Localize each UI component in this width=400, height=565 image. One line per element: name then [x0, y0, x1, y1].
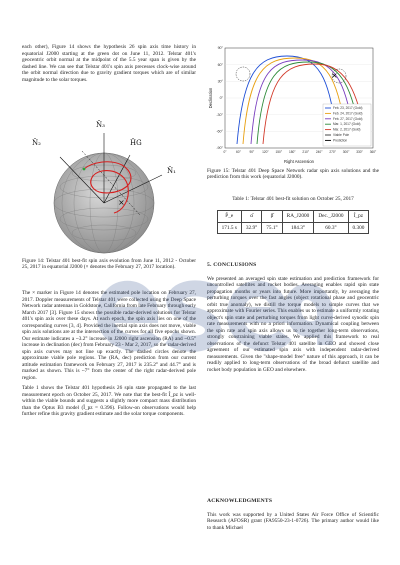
y-tick-label: 60° [217, 62, 223, 67]
table-cell: 75.1° [262, 222, 282, 234]
intro-paragraph: each other), Figure 14 shows the hypothesis 26 spin axis time history in equatorial J2000 starting at the green dot on June 11, 2012. Telstar 401's geocentric orbit normal at the midpoint of the 5.5 year span is given by the dashed line. We can see that Telstar 401's spin axis precesses clock-wise around the orbit normal direction due to gravity gradient torques which are of similar magnitude to the solar torques. [22, 44, 196, 83]
legend-entry: Viable Pole [333, 133, 350, 137]
x-tick-label: 120° [262, 150, 269, 154]
label-n3: N̂₃ [96, 121, 105, 129]
x-tick-label: 360° [369, 150, 377, 154]
figure-14-caption: Figure 14: Telstar 401 best-fit spin axis evolution from June 11, 2012 - October 25, 2017 in equatorial J2000 (× denotes the February 27, 2017 location). [22, 258, 196, 271]
conclusions-section [207, 262, 379, 377]
figure-14-caption-block [22, 258, 196, 271]
table-1-caption: Table 1: Telstar 401 best-fit solution on October 25, 2017 [232, 196, 354, 202]
x-tick-label: 180° [288, 150, 296, 154]
table-row [217, 222, 369, 234]
left-body [22, 290, 196, 422]
chart-legend [323, 104, 371, 146]
acknowledgments-text: This work was supported by a United States Air Force Office of Scientific Research (AFOSR) grant (FA9550-23-1-0726). The primary author would like to thank Michael [207, 511, 379, 531]
y-tick-label: -30° [216, 112, 223, 117]
table-cell: 0.300 [348, 222, 369, 234]
feb27-marker: × [118, 198, 125, 207]
table-header-cell: RA_J2000 [282, 211, 314, 223]
legend-entry: Prediction [333, 138, 348, 143]
x-tick-label: 150° [275, 150, 283, 154]
table-cell: 171.5 s [217, 222, 241, 234]
y-tick-label: -60° [216, 129, 223, 134]
table-header-cell: Î_pz [348, 211, 369, 223]
legend-entry: Feb. 23, 2017 (Gold) [333, 106, 363, 110]
legend-entry: Feb. 24, 2017 (Gold) [333, 111, 363, 116]
y-tick-label: 90° [217, 46, 223, 51]
conclusions-heading: 5. CONCLUSIONS [207, 262, 257, 268]
table-header-cell: α̂ [241, 211, 261, 223]
y-tick-label: 0° [219, 96, 223, 101]
x-axis-label: Right Ascension [283, 159, 315, 164]
x-tick-label: 60° [236, 150, 241, 154]
y-axis-label: Declination [208, 87, 213, 109]
legend-entry: Mar. 2, 2017 (Gold) [333, 127, 361, 132]
table-header-cell: Dec._J2000 [314, 211, 348, 223]
figure-15-caption: Figure 15: Telstar 401 Deep Space Network radar spin axis solutions and the prediction from this work (equatorial J2000). [207, 168, 379, 181]
table-cell: 60.3° [314, 222, 348, 234]
x-tick-label: 90° [249, 150, 255, 154]
legend-entry: Feb. 27, 2017 (Gold) [333, 116, 363, 121]
acknowledgments-section [207, 498, 379, 535]
table-header-row [217, 211, 369, 223]
paragraph-table: Table 1 shows the Telstar 401 hypothesis 26 spin state propagated to the last measurement epoch on October 25, 2017. We note that the best-fit Î_pz is well-within the viable bounds and suggests a slightly more compact mass distribution than the Optus B3 model (Î_pz = 0.396). Follow-on observations would help further refine this gravity gradient estimate and the solar torque components. [22, 385, 196, 417]
x-tick-label: 330° [356, 150, 363, 154]
table-header-cell: P̂_e [217, 211, 241, 223]
figure-15-caption-block [207, 168, 379, 181]
x-tick-label: 0° [223, 150, 227, 154]
start-dot [83, 168, 86, 171]
y-tick-label: 30° [217, 79, 223, 84]
table-1-block [207, 196, 379, 234]
table-1 [217, 210, 370, 234]
x-tick-label: 300° [342, 150, 350, 154]
conclusions-text: We presented an averaged spin state estimation and prediction framework for uncontrolled satellites and rocket bodies. Averaging enables rapid spin state propagation months or years into future. More importantly, by averaging the perturbing torques over the fast angles (object rotational phase and geocentric orbit true anomaly), we distill the torque models to simple curves that we approximate with Fourier series. This enables us to estimate a uniformly rotating object's spin state and perturbing torques from light curve-derived synodic spin rate measurements with no a priori information. Dynamical coupling between the spin rate and spin axis allows us to tie together long-term observations, strongly constraining viable states. We applied this framework to real observations of the defunct Telstar 401 satellite in GEO and showed close agreement of our estimated spin axis with independent radar-derived measurements. Given the "shape-model free" nature of this approach, it can be readily applied to long-term observations of the broad defunct satellite and rocket body population in GEO and elsewhere. [207, 275, 379, 373]
table-cell: 184.3° [282, 222, 314, 234]
prediction-marker: × [331, 71, 338, 80]
legend-entry: Mar. 1, 2017 (Gold) [333, 122, 361, 127]
label-hg: ĤG [130, 139, 142, 147]
left-column [22, 44, 196, 87]
x-tick-labels [223, 150, 377, 154]
figure-15 [207, 44, 379, 166]
x-tick-label: 270° [329, 150, 336, 154]
x-tick-label: 240° [315, 150, 323, 154]
y-tick-labels [216, 46, 223, 150]
acknowledgments-heading: ACKNOWLEDGMENTS [207, 498, 273, 504]
x-tick-label: 210° [302, 150, 310, 154]
label-n1: N̂₁ [167, 167, 176, 175]
y-tick-label: -90° [216, 146, 223, 151]
sphere-figure [22, 115, 196, 255]
paragraph-radar: The × marker in Figure 14 denotes the estimated pole location on February 27, 2017. Doppler measurements of Telstar 401 were collected using the Deep Space Network radar antennas in Goldstone, California from late February through early March 2017 [3]. Figure 15 shows the possible radar-derived solutions for Telstar 401's spin axis over these days. At each epoch, the spin axis lies on one of the corresponding curves [3, 4]. Provided the inertial spin axis does not move, viable spin axis solutions are at the intersection of the curves for all five epochs shown. Our estimate indicates a ~3.2° increase in J2000 right ascension (RA) and ~0.5° increase in declination (dec) from February 23 - Mar 2, 2017, so the radar-derived spin axis curves may not line up exactly. The dashed circles denote the approximate viable pole regions. The (RA, dec) prediction from our current attitude estimation framework on February 27, 2017 is 235.2° and 44.7° and is marked as shown. This is ~7° from the center of the right radar-derived pole region. [22, 290, 197, 381]
table-header-cell: β̂ [262, 211, 282, 223]
label-n2: N̂₂ [32, 139, 41, 147]
figure-14 [22, 115, 196, 255]
table-cell: 32.9° [241, 222, 261, 234]
radar-chart [207, 44, 379, 166]
